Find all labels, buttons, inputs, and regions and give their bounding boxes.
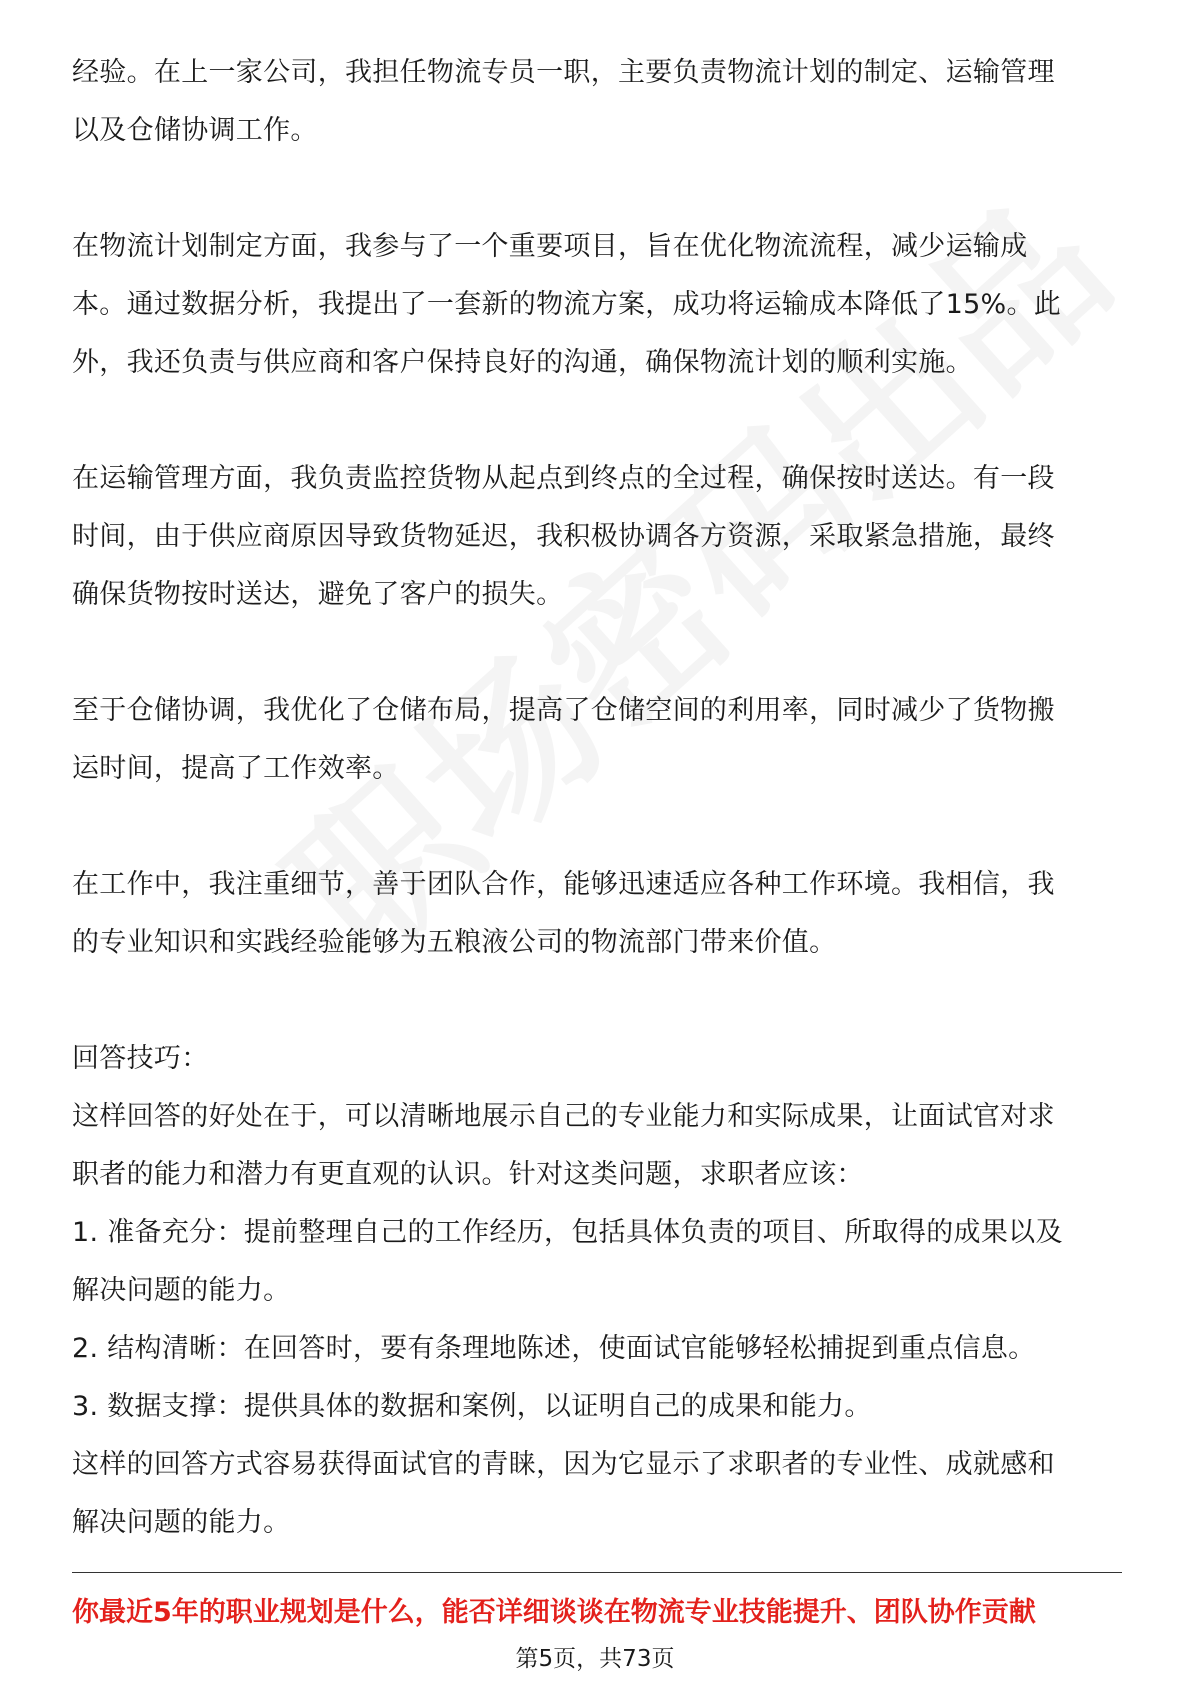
divider — [72, 1572, 1122, 1573]
tip-item: 1. 准备充分：提前整理自己的工作经历，包括具体负责的项目、所取得的成果以及 — [72, 1217, 1063, 1248]
page-number: 第5页，共73页 — [515, 1646, 675, 1672]
text-line: 至于仓储协调，我优化了仓储布局，提高了仓储空间的利用率，同时减少了货物搬 — [72, 695, 1055, 726]
text-line: 在工作中，我注重细节，善于团队合作，能够迅速适应各种工作环境。我相信，我 — [72, 869, 1055, 900]
paragraph-planning — [72, 218, 1122, 392]
paragraph-warehouse — [72, 682, 1122, 798]
answer-body — [72, 44, 1122, 1552]
text-line: 解决问题的能力。 — [72, 1507, 291, 1538]
next-question-title: 你最近5年的职业规划是什么，能否详细谈谈在物流专业技能提升、团队协作贡献 — [72, 1597, 1036, 1628]
tip-item: 3. 数据支撑：提供具体的数据和案例，以证明自己的成果和能力。 — [72, 1391, 872, 1422]
text-line: 在物流计划制定方面，我参与了一个重要项目，旨在优化物流流程，减少运输成 — [72, 231, 1028, 262]
text-line: 确保货物按时送达，避免了客户的损失。 — [72, 579, 564, 610]
text-line: 职者的能力和潜力有更直观的认识。针对这类问题，求职者应该： — [72, 1159, 864, 1190]
text-line: 在运输管理方面，我负责监控货物从起点到终点的全过程，确保按时送达。有一段 — [72, 463, 1055, 494]
paragraph-transport — [72, 450, 1122, 624]
text-line: 这样回答的好处在于，可以清晰地展示自己的专业能力和实际成果，让面试官对求 — [72, 1101, 1055, 1132]
tip-item: 2. 结构清晰：在回答时，要有条理地陈述，使面试官能够轻松捕捉到重点信息。 — [72, 1333, 1036, 1364]
text-line: 经验。在上一家公司，我担任物流专员一职，主要负责物流计划的制定、运输管理 — [72, 57, 1055, 88]
tips-heading: 回答技巧： — [72, 1043, 209, 1074]
tips-section — [72, 1030, 1122, 1552]
text-line: 以及仓储协调工作。 — [72, 115, 318, 146]
text-line: 的专业知识和实践经验能够为五粮液公司的物流部门带来价值。 — [72, 927, 837, 958]
text-line: 时间，由于供应商原因导致货物延迟，我积极协调各方资源，采取紧急措施，最终 — [72, 521, 1055, 552]
paragraph-summary — [72, 856, 1122, 972]
text-line: 这样的回答方式容易获得面试官的青睐，因为它显示了求职者的专业性、成就感和 — [72, 1449, 1055, 1480]
tip-item-continued: 解决问题的能力。 — [72, 1275, 291, 1306]
text-line: 外，我还负责与供应商和客户保持良好的沟通，确保物流计划的顺利实施。 — [72, 347, 973, 378]
text-line: 运时间，提高了工作效率。 — [72, 753, 400, 784]
paragraph-experience — [72, 44, 1122, 160]
text-line: 本。通过数据分析，我提出了一套新的物流方案，成功将运输成本降低了15%。此 — [72, 289, 1062, 320]
